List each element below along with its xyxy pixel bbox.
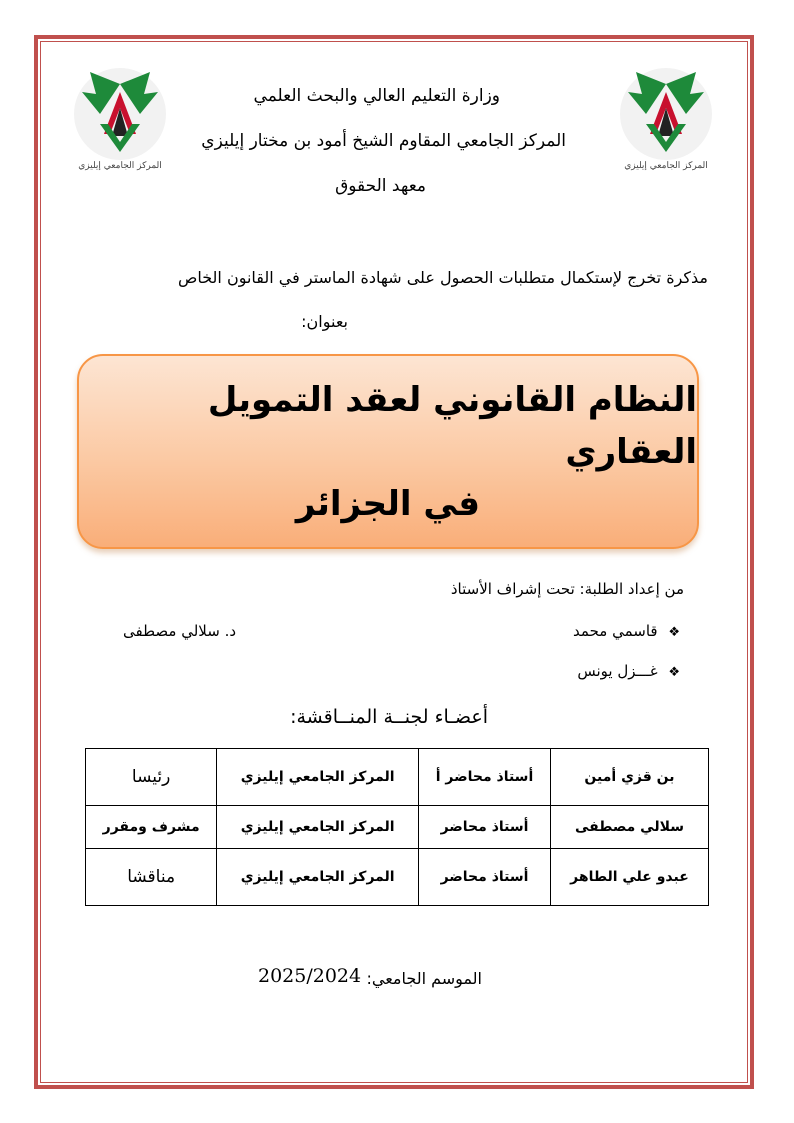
- table-row: [86, 806, 709, 849]
- supervisor-name: د. سلالي مصطفى: [123, 622, 237, 640]
- thesis-title-line-2: في الجزائر: [295, 483, 481, 524]
- academic-year-value: 2025/2024: [258, 965, 362, 987]
- ministry-name: وزارة التعليم العالي والبحث العلمي: [253, 86, 500, 106]
- committee-table: [85, 748, 709, 906]
- table-row: [86, 749, 709, 806]
- preparation-label: من إعداد الطلبة: تحت إشراف الأستاذ: [450, 580, 684, 598]
- member-rank: أستاذ محاضر أ: [419, 749, 551, 806]
- thesis-title-box: [77, 354, 699, 549]
- member-institution: المركز الجامعي إيليزي: [217, 749, 419, 806]
- member-role: مشرف ومقرر: [86, 806, 217, 849]
- table-row: [86, 849, 709, 906]
- student-item: [573, 622, 680, 640]
- member-institution: المركز الجامعي إيليزي: [217, 806, 419, 849]
- member-name: عبدو علي الطاهر: [550, 849, 708, 906]
- academic-year-label: الموسم الجامعي:: [366, 969, 482, 988]
- institute-name: معهد الحقوق: [335, 176, 426, 196]
- member-rank: أستاذ محاضر: [419, 806, 551, 849]
- member-name: بن قزي أمين: [550, 749, 708, 806]
- member-institution: المركز الجامعي إيليزي: [217, 849, 419, 906]
- student-name: غـــزل يونس: [577, 662, 658, 680]
- member-name: سلالي مصطفى: [550, 806, 708, 849]
- university-emblem-icon: [616, 64, 716, 174]
- member-role: رئيسا: [86, 749, 217, 806]
- committee-heading: أعضـاء لجنــة المنــاقشة:: [290, 706, 488, 728]
- university-center-name: المركز الجامعي المقاوم الشيخ أمود بن مختار إيليزي: [201, 131, 566, 151]
- diamond-bullet-icon: ❖: [668, 625, 680, 640]
- member-rank: أستاذ محاضر: [419, 849, 551, 906]
- student-name: قاسمي محمد: [573, 622, 658, 640]
- page-border-inner: [40, 41, 748, 1083]
- student-item: [577, 662, 680, 680]
- thesis-title-line-1: النظام القانوني لعقد التمويل العقاري: [207, 379, 697, 472]
- diamond-bullet-icon: ❖: [668, 665, 680, 680]
- logo-caption: المركز الجامعي إيليزي: [624, 161, 708, 171]
- member-role: مناقشا: [86, 849, 217, 906]
- titled-label: بعنوان:: [301, 312, 348, 331]
- logo-caption: المركز الجامعي إيليزي: [78, 161, 162, 171]
- thesis-purpose: مذكرة تخرج لإستكمال متطلبات الحصول على شهادة الماستر في القانون الخاص: [178, 268, 708, 287]
- university-emblem-icon: [70, 64, 170, 174]
